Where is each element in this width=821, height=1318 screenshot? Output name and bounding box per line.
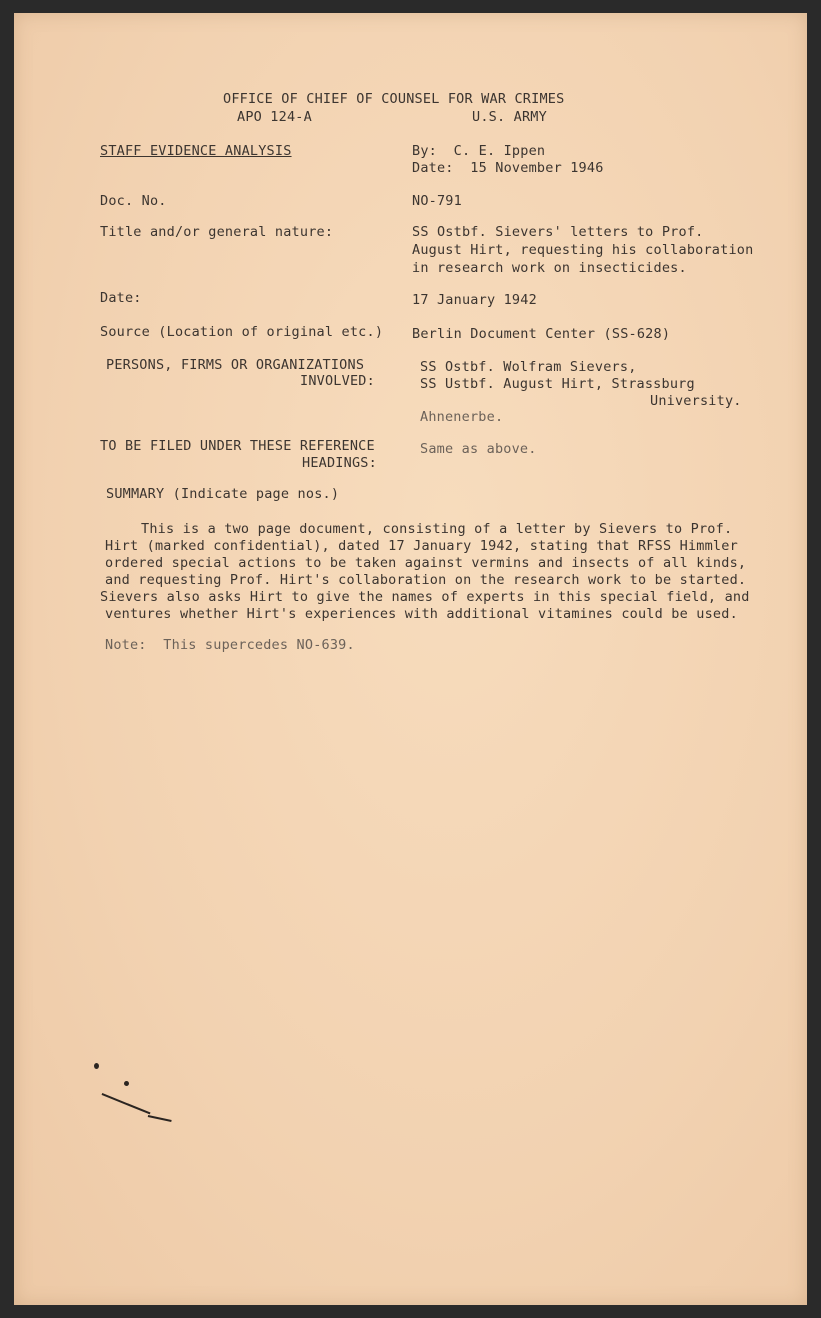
analysis-date: Date: 15 November 1946 xyxy=(412,160,604,176)
persons-label: PERSONS, FIRMS OR ORGANIZATIONS xyxy=(106,357,365,373)
date-label: Date: xyxy=(100,290,142,306)
document-page xyxy=(14,13,807,1305)
office-heading: OFFICE OF CHIEF OF COUNSEL FOR WAR CRIMES xyxy=(223,91,565,107)
summary-line: Hirt (marked confidential), dated 17 January 1942, stating that RFSS Himmler xyxy=(105,538,738,554)
person-entry: University. xyxy=(650,393,742,409)
title-value-line: SS Ostbf. Sievers' letters to Prof. xyxy=(412,224,704,240)
filed-under-value: Same as above. xyxy=(420,441,537,457)
summary-line: ordered special actions to be taken against vermins and insects of all kinds, xyxy=(105,555,747,571)
army-label: U.S. ARMY xyxy=(472,109,547,125)
analyst-name: By: C. E. Ippen xyxy=(412,143,546,159)
ink-dot-mark xyxy=(94,1063,99,1069)
filed-under-headings: HEADINGS: xyxy=(302,455,377,471)
summary-line: This is a two page document, consisting of a letter by Sievers to Prof. xyxy=(141,521,733,537)
title-label: Title and/or general nature: xyxy=(100,224,334,240)
person-entry: SS Ostbf. Wolfram Sievers, xyxy=(420,359,637,375)
title-value-line: August Hirt, requesting his collaboration xyxy=(412,242,754,258)
summary-line: and requesting Prof. Hirt's collaboration on the research work to be started. xyxy=(105,572,747,588)
source-value: Berlin Document Center (SS-628) xyxy=(412,326,671,342)
ink-stroke-mark xyxy=(148,1115,172,1122)
persons-label-involved: INVOLVED: xyxy=(300,373,375,389)
source-label: Source (Location of original etc.) xyxy=(100,324,384,340)
person-entry: SS Ustbf. August Hirt, Strassburg xyxy=(420,376,695,392)
supersede-note: Note: This supercedes NO-639. xyxy=(105,637,355,653)
ink-dot-mark xyxy=(124,1081,129,1086)
summary-line: Sievers also asks Hirt to give the names of experts in this special field, and xyxy=(100,589,750,605)
title-value-line: in research work on insecticides. xyxy=(412,260,687,276)
doc-no-label: Doc. No. xyxy=(100,193,167,209)
ink-stroke-mark xyxy=(102,1093,151,1114)
organization-entry: Ahnenerbe. xyxy=(420,409,504,425)
analysis-title: STAFF EVIDENCE ANALYSIS xyxy=(100,143,292,159)
apo-number: APO 124-A xyxy=(237,109,312,125)
summary-heading: SUMMARY (Indicate page nos.) xyxy=(106,486,340,502)
filed-under-label: TO BE FILED UNDER THESE REFERENCE xyxy=(100,438,375,454)
summary-line: ventures whether Hirt's experiences with additional vitamines could be used. xyxy=(105,606,738,622)
doc-no-value: NO-791 xyxy=(412,193,462,209)
date-value: 17 January 1942 xyxy=(412,292,537,308)
